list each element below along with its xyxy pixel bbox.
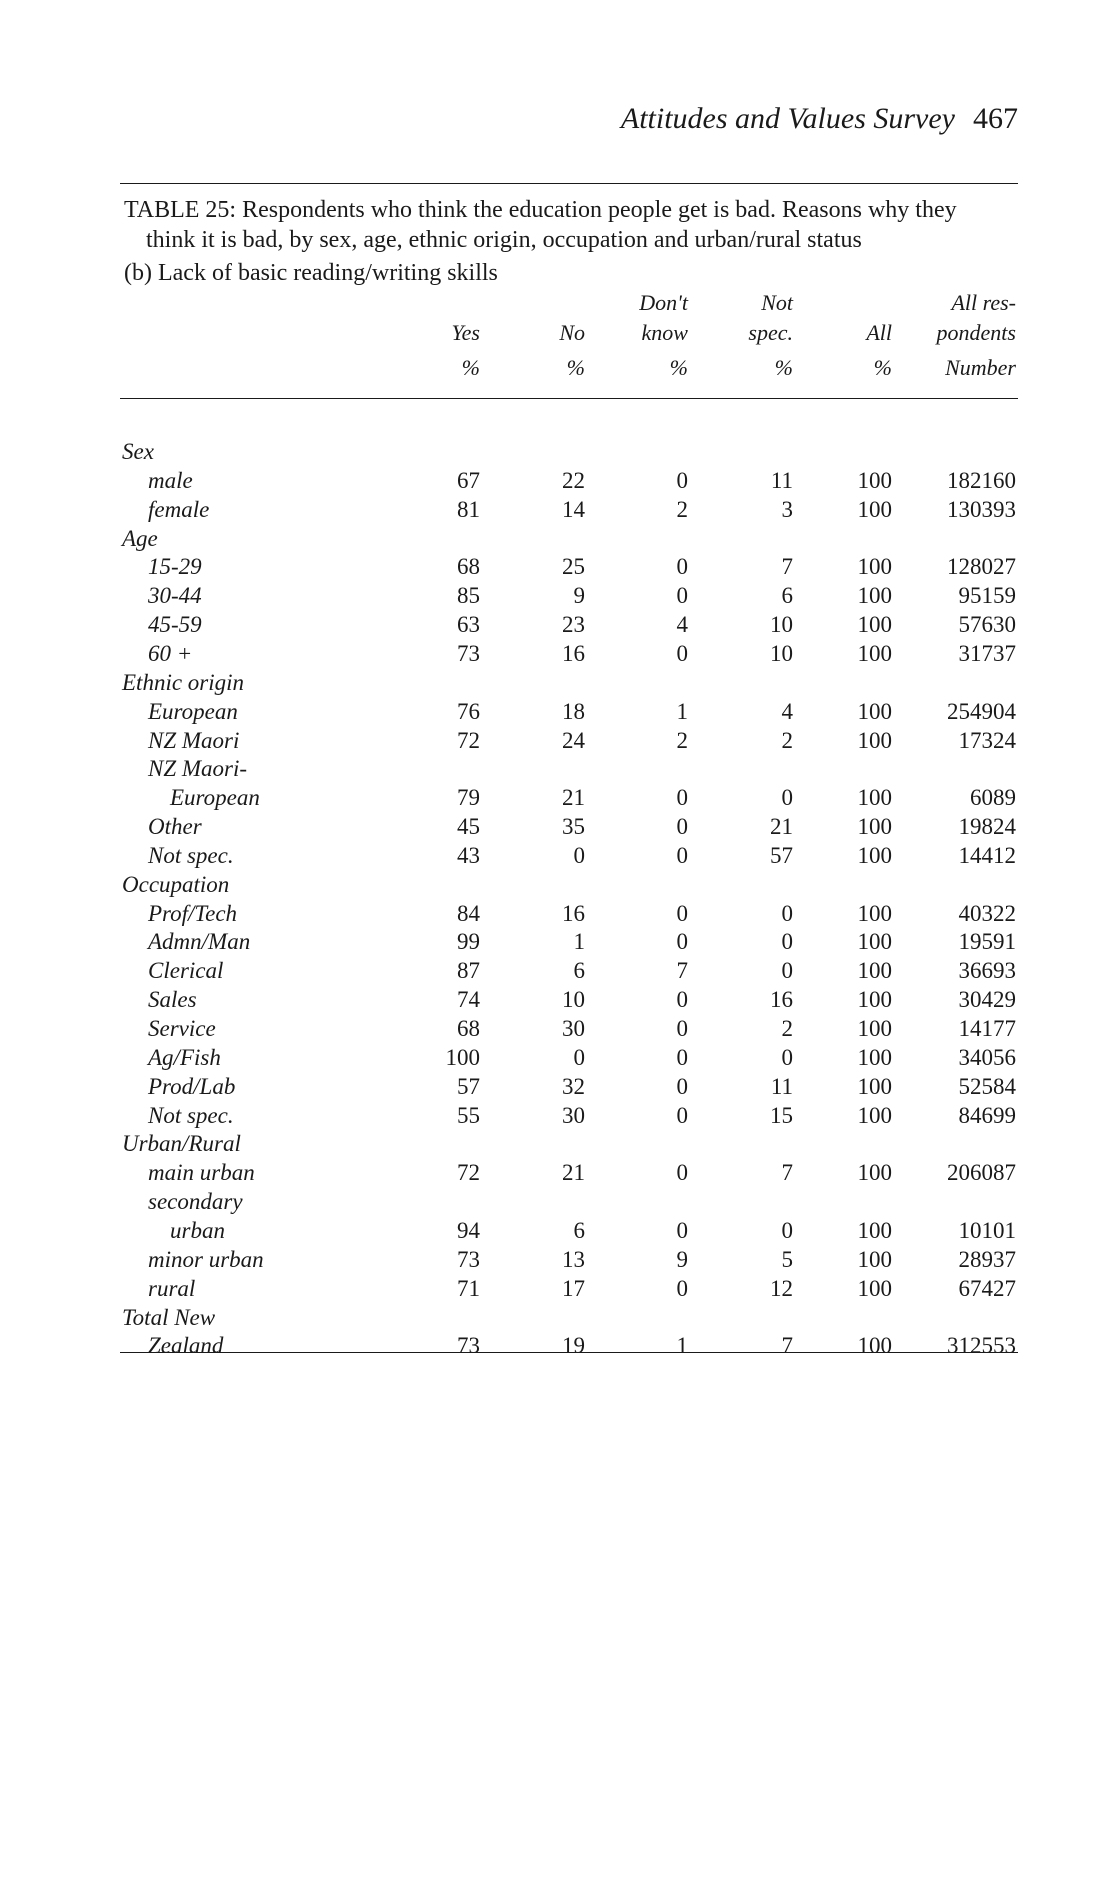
table-cell: 81 [457,496,480,522]
table-cell: 52584 [958,1073,1016,1099]
table-cell: 0 [676,1073,688,1099]
table-cell: 100 [857,583,892,609]
table-cell: 99 [457,929,480,955]
table-cell: 7 [781,1160,793,1186]
table-cell: 16 [562,640,585,666]
table-cell: 7 [781,1333,793,1359]
row-label: female [148,496,210,522]
table-cell: 0 [676,1016,688,1041]
row-label: main urban [148,1160,255,1186]
column-header-line-1: Not [761,290,793,315]
table-cell: 0 [676,640,688,666]
table-cell: 100 [857,1016,892,1041]
row-label: Ethnic origin [122,669,245,695]
row-label: Prof/Tech [148,900,238,926]
table-cell: 100 [857,1217,892,1243]
table-cell: 0 [676,814,688,840]
column-header-line-2: Yes [451,320,480,345]
table-cell: 72 [457,1160,480,1186]
table-cell: 6 [573,1217,585,1243]
table-cell: 55 [457,1102,480,1128]
table-group-label-row [0,1189,1114,1217]
column-unit: % [669,355,688,380]
column-header-line-2: No [559,320,585,345]
column-header-line-2: know [641,320,688,345]
table-cell: 4 [676,612,688,638]
table-cell: 0 [781,900,793,926]
table-cell: 23 [562,612,585,638]
table-cell: 0 [676,1102,688,1128]
table-cell: 71 [457,1275,480,1301]
table-cell: 19824 [958,814,1016,840]
table-cell: 84699 [958,1102,1016,1128]
row-label: Service [148,1016,216,1041]
table-cell: 17324 [958,727,1016,753]
caption-line-2: think it is bad, by sex, age, ethnic origin, occupation and urban/rural status [146,227,862,253]
table-row [0,1160,1114,1188]
table-cell: 100 [857,1275,892,1301]
table-row [0,728,1114,756]
table-row [0,1276,1114,1304]
row-label: male [148,467,193,493]
table-cell: 100 [857,698,892,724]
table-cell: 11 [770,1073,793,1099]
table-cell: 72 [457,727,480,753]
table-subtitle: (b) Lack of basic reading/writing skills [124,260,498,286]
column-header-line-2: pondents [936,320,1016,345]
table-cell: 13 [562,1246,585,1272]
table-cell: 1 [676,1333,688,1359]
column-unit: % [873,355,892,380]
column-unit: % [566,355,585,380]
table-cell: 57630 [958,612,1016,638]
row-label: Admn/Man [148,929,251,955]
table-cell: 12 [770,1275,793,1301]
table-cell: 30 [562,1016,585,1041]
table-cell: 100 [857,1246,892,1272]
column-header-line-2: spec. [748,320,793,345]
bottom-rule [120,1352,1018,1353]
caption-line-1: TABLE 25: Respondents who think the education people get is bad. Reasons why they [124,197,957,223]
row-label: Sex [122,439,154,464]
row-label: 15-29 [148,554,202,580]
page-number: 467 [973,102,1018,135]
table-cell: 10 [562,987,585,1013]
table-cell: 0 [573,1044,585,1070]
table-cell: 0 [676,1044,688,1070]
table-cell: 0 [676,554,688,580]
table-cell: 4 [781,698,793,724]
table-cell: 25 [562,554,585,580]
table-cell: 21 [770,814,793,840]
table-cell: 10 [770,640,793,666]
row-label: 30-44 [148,583,202,609]
table-cell: 0 [676,785,688,811]
table-cell: 57 [770,842,793,868]
table-cell: 10101 [958,1217,1016,1243]
table-row [0,958,1114,986]
row-label: 60 + [148,640,193,666]
table-cell: 68 [457,1016,480,1041]
row-label: Age [122,525,158,551]
table-row [0,641,1114,669]
table-cell: 67 [457,467,480,493]
table-cell: 100 [857,612,892,638]
table-row [0,1247,1114,1275]
table-row [0,1218,1114,1246]
table-row [0,612,1114,640]
table-cell: 0 [676,1275,688,1301]
table-group-label-row [0,439,1114,467]
table-row [0,468,1114,496]
table-cell: 36693 [958,958,1016,984]
table-cell: 100 [857,900,892,926]
table-cell: 24 [562,727,585,753]
row-label: Not spec. [148,1102,234,1128]
table-cell: 2 [676,496,688,522]
table-cell: 9 [573,583,585,609]
row-label: Clerical [148,958,224,984]
table-cell: 7 [781,554,793,580]
table-cell: 206087 [947,1160,1016,1186]
table-cell: 16 [562,900,585,926]
table-cell: 3 [781,496,793,522]
table-cell: 30 [562,1102,585,1128]
table-cell: 100 [445,1044,480,1070]
table-cell: 16 [770,987,793,1013]
table-cell: 43 [457,842,480,868]
table-cell: 100 [857,929,892,955]
column-header-line-1: All res- [951,290,1016,315]
table-cell: 85 [457,583,480,609]
table-cell: 100 [857,1073,892,1099]
table-cell: 100 [857,842,892,868]
row-label: Other [148,814,202,840]
table-cell: 2 [781,727,793,753]
row-label: European [148,698,238,724]
table-cell: 73 [457,1246,480,1272]
table-cell: 76 [457,698,480,724]
table-group-label-row [0,1131,1114,1159]
table-cell: 100 [857,1044,892,1070]
table-row [0,1016,1114,1044]
table-cell: 0 [676,583,688,609]
table-cell: 32 [562,1073,585,1099]
row-label: Occupation [122,871,230,897]
table-cell: 21 [562,785,585,811]
table-cell: 0 [781,929,793,955]
column-unit: Number [945,355,1016,380]
column-unit: % [774,355,793,380]
table-cell: 21 [562,1160,585,1186]
row-label: Ag/Fish [148,1044,221,1070]
table-cell: 67427 [958,1275,1016,1301]
table-cell: 79 [457,785,480,811]
table-cell: 94 [457,1217,480,1243]
row-label: secondary [148,1189,243,1215]
table-cell: 73 [457,640,480,666]
table-cell: 31737 [958,640,1016,666]
row-label: Prod/Lab [148,1073,236,1099]
table-cell: 95159 [958,583,1016,609]
row-label: NZ Maori- [148,756,248,782]
table-cell: 45 [457,814,480,840]
table-cell: 0 [676,467,688,493]
table-row [0,1103,1114,1131]
table-cell: 22 [562,467,585,493]
table-cell: 0 [676,987,688,1013]
table-row [0,929,1114,957]
table-cell: 87 [457,958,480,984]
table-cell: 2 [676,727,688,753]
table-cell: 35 [562,814,585,840]
table-cell: 1 [676,698,688,724]
table-row [0,1333,1114,1361]
table-row [0,699,1114,727]
table-cell: 0 [781,958,793,984]
table-group-label-row [0,756,1114,784]
table-group-label-row [0,526,1114,554]
table-cell: 19591 [958,929,1016,955]
column-header-line-2: All [866,320,892,345]
table-cell: 19 [562,1333,585,1359]
table-cell: 14177 [958,1016,1016,1041]
table-cell: 0 [781,1044,793,1070]
table-cell: 100 [857,785,892,811]
table-cell: 6 [781,583,793,609]
row-label: Total New [122,1304,216,1330]
table-cell: 100 [857,1333,892,1359]
table-cell: 182160 [947,467,1016,493]
row-label: minor urban [148,1246,264,1272]
table-cell: 0 [781,1217,793,1243]
table-cell: 100 [857,1160,892,1186]
table-cell: 0 [573,842,585,868]
row-label: Not spec. [148,842,234,868]
table-cell: 14412 [958,842,1016,868]
table-cell: 9 [676,1246,688,1272]
table-cell: 28937 [958,1246,1016,1272]
table-row [0,1045,1114,1073]
table-cell: 100 [857,987,892,1013]
table-cell: 17 [562,1275,585,1301]
table-cell: 40322 [958,900,1016,926]
table-cell: 6 [573,958,585,984]
table-cell: 0 [676,1217,688,1243]
table-cell: 254904 [947,698,1016,724]
table-cell: 73 [457,1333,480,1359]
table-cell: 2 [781,1016,793,1041]
table-row [0,583,1114,611]
table-cell: 0 [676,929,688,955]
table-cell: 63 [457,612,480,638]
table-cell: 100 [857,814,892,840]
row-label: NZ Maori [148,727,240,753]
table-cell: 7 [676,958,688,984]
table-cell: 74 [457,987,480,1013]
row-label: 45-59 [148,612,202,638]
table-cell: 10 [770,612,793,638]
running-title: Attitudes and Values Survey [620,102,955,135]
table-cell: 128027 [947,554,1016,580]
table-row [0,843,1114,871]
table-cell: 14 [562,496,585,522]
table-group-label-row [0,1305,1114,1333]
table-row [0,901,1114,929]
table-cell: 5 [781,1246,793,1272]
table-cell: 312553 [947,1333,1016,1359]
row-label: European [170,785,260,811]
table-row [0,814,1114,842]
table-cell: 100 [857,554,892,580]
table-cell: 0 [676,842,688,868]
table-cell: 34056 [958,1044,1016,1070]
table-cell: 100 [857,727,892,753]
table-cell: 84 [457,900,480,926]
table-cell: 68 [457,554,480,580]
row-label: rural [148,1275,196,1301]
table-row [0,785,1114,813]
table-cell: 57 [457,1073,480,1099]
table-row [0,497,1114,525]
table-cell: 100 [857,640,892,666]
table-cell: 100 [857,467,892,493]
table-cell: 1 [573,929,585,955]
table-cell: 100 [857,496,892,522]
table-cell: 0 [676,900,688,926]
table-cell: 100 [857,958,892,984]
table-row [0,987,1114,1015]
table-row [0,1074,1114,1102]
table-cell: 11 [770,467,793,493]
row-label: Urban/Rural [122,1131,241,1157]
row-label: Sales [148,987,197,1013]
row-label: Zealand [148,1333,224,1359]
table-cell: 0 [676,1160,688,1186]
table-row [0,554,1114,582]
table-group-label-row [0,872,1114,900]
table-cell: 30429 [958,987,1016,1013]
column-header-line-1: Don't [639,290,688,315]
table-cell: 130393 [947,496,1016,522]
table-cell: 15 [770,1102,793,1128]
table-cell: 0 [781,785,793,811]
table-group-label-row [0,670,1114,698]
table-cell: 18 [562,698,585,724]
table-cell: 6089 [970,785,1016,811]
table-cell: 100 [857,1102,892,1128]
column-unit: % [461,355,480,380]
row-label: urban [170,1217,225,1243]
